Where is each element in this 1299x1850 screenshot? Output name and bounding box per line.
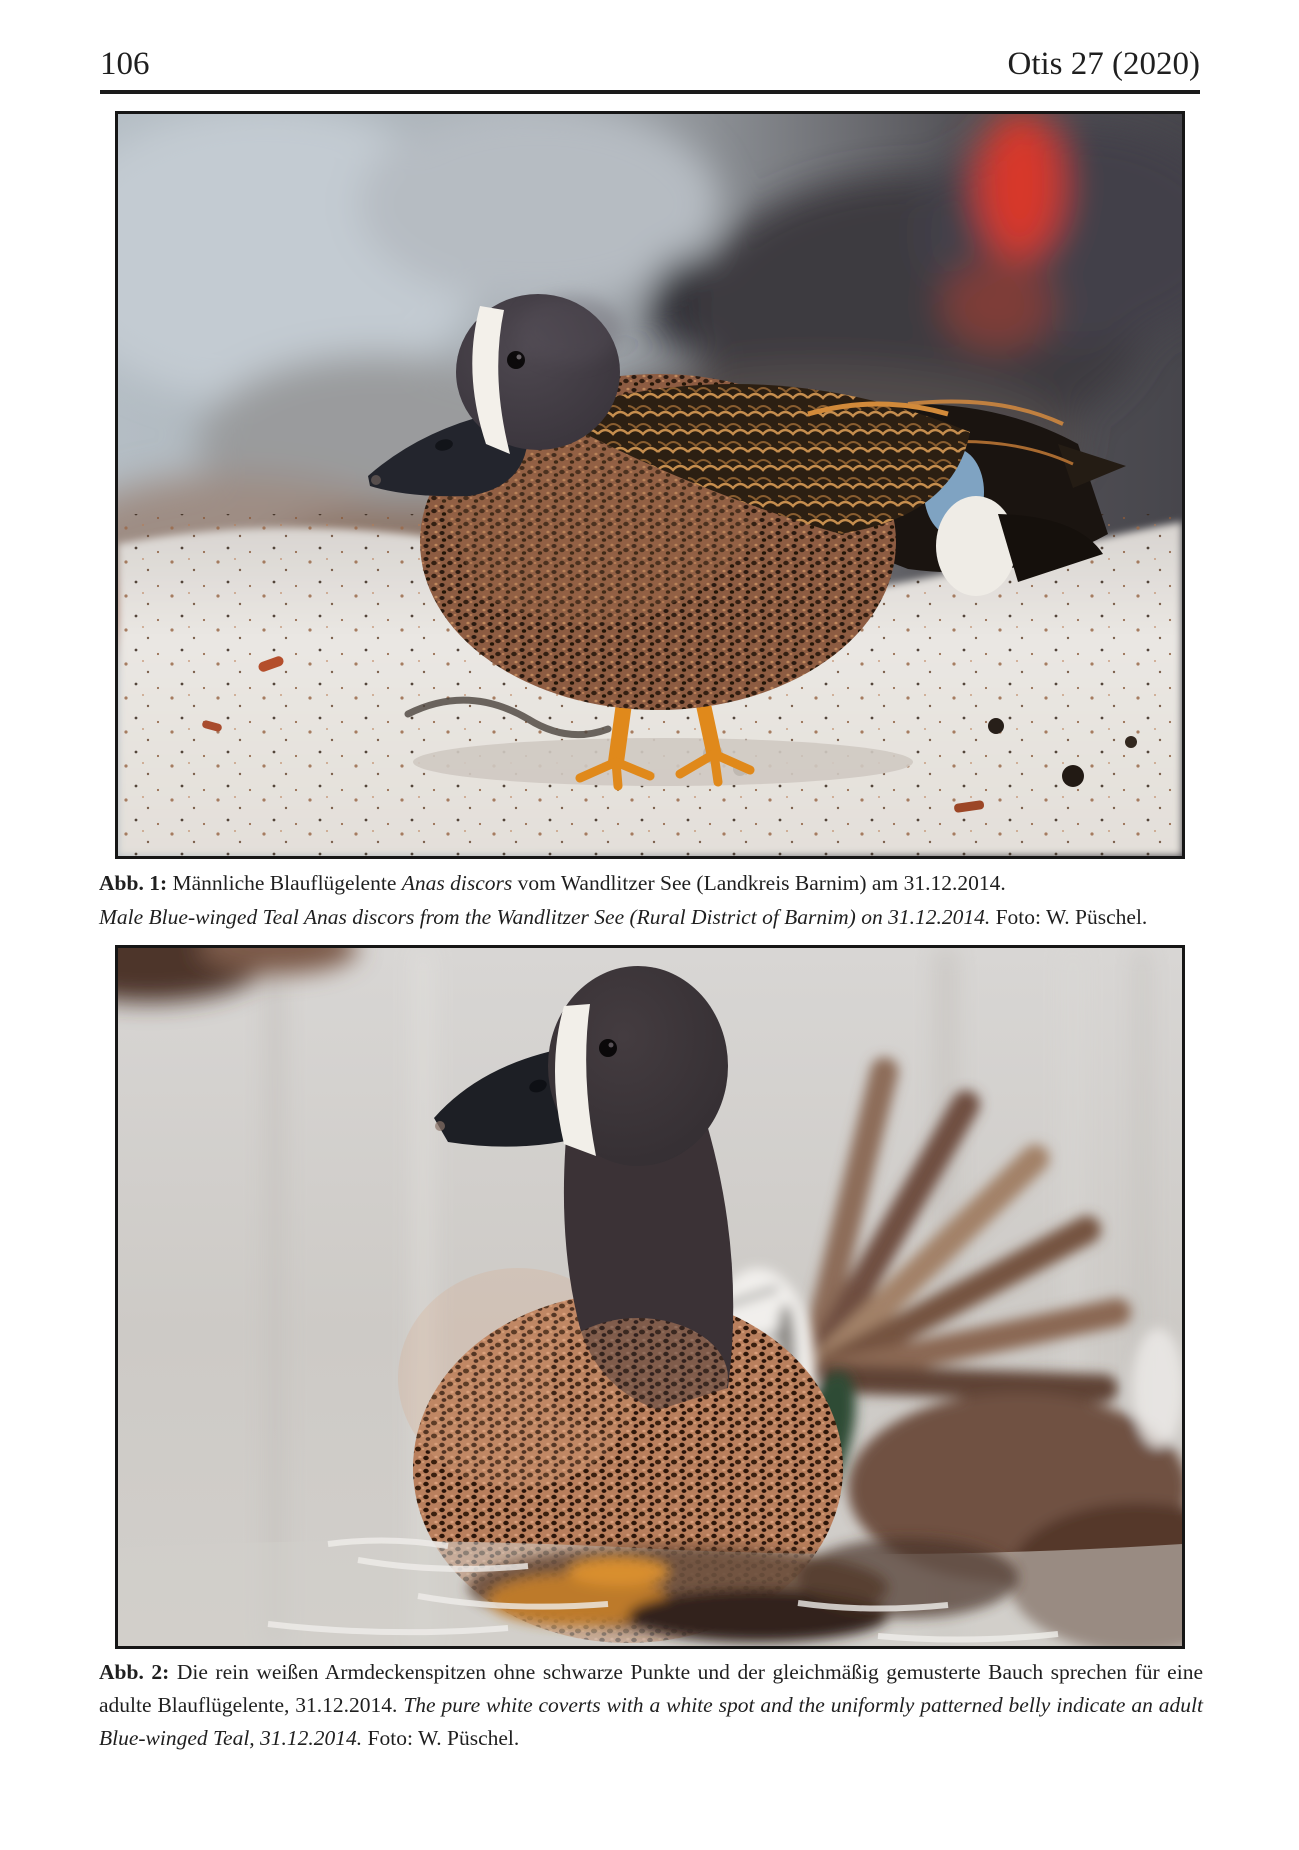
duck-eye <box>507 351 525 369</box>
white-flank-patch <box>936 496 1016 596</box>
header-rule <box>100 90 1200 94</box>
figure-1-illustration <box>118 114 1182 856</box>
duck2-eye <box>599 1039 617 1057</box>
figure-1-caption <box>99 866 1203 934</box>
page-number: 106 <box>100 46 150 82</box>
figure-2-photo <box>115 945 1185 1649</box>
caption-segment: Die rein weißen Armdeckenspitzen ohne schwarze Punkte und der gleichmäßig gemusterte Bauch sprechen für eine adulte Blauflügelente, 31.12.2014. <box>99 1660 1203 1717</box>
caption-segment: Male Blue-winged Teal Anas discors from the Wandlitzer See (Rural District of Barnim) on 31.12.2014. <box>99 905 991 929</box>
page-header <box>100 48 1200 81</box>
red-blur-shape <box>978 114 1062 259</box>
water-reflection <box>118 1538 1182 1646</box>
figure-2-caption <box>99 1656 1203 1755</box>
caption-1-line-german <box>99 866 1203 900</box>
caption-segment: Abb. 1: <box>99 871 168 895</box>
caption-1-line-english <box>99 900 1203 934</box>
caption-segment: Männliche Blauflügelente <box>167 871 402 895</box>
figure-1-photo <box>115 111 1185 859</box>
caption-2-text <box>99 1656 1203 1755</box>
caption-segment: Foto: W. Püschel. <box>362 1726 520 1750</box>
caption-segment: Anas discors <box>401 871 513 895</box>
caption-segment: Abb. 2: <box>99 1660 170 1684</box>
figure-2-illustration <box>118 948 1182 1646</box>
caption-segment: vom Wandlitzer See (Landkreis Barnim) am 31.12.2014. <box>512 871 1006 895</box>
caption-segment: The pure white coverts with a white spot and the uniformly patterned belly indicate an adult Blue-winged Teal, 31.12.2014. <box>99 1693 1203 1750</box>
journal-reference: Otis 27 (2020) <box>1007 46 1200 82</box>
caption-segment: Foto: W. Püschel. <box>990 905 1148 929</box>
duck-shadow <box>413 738 913 786</box>
